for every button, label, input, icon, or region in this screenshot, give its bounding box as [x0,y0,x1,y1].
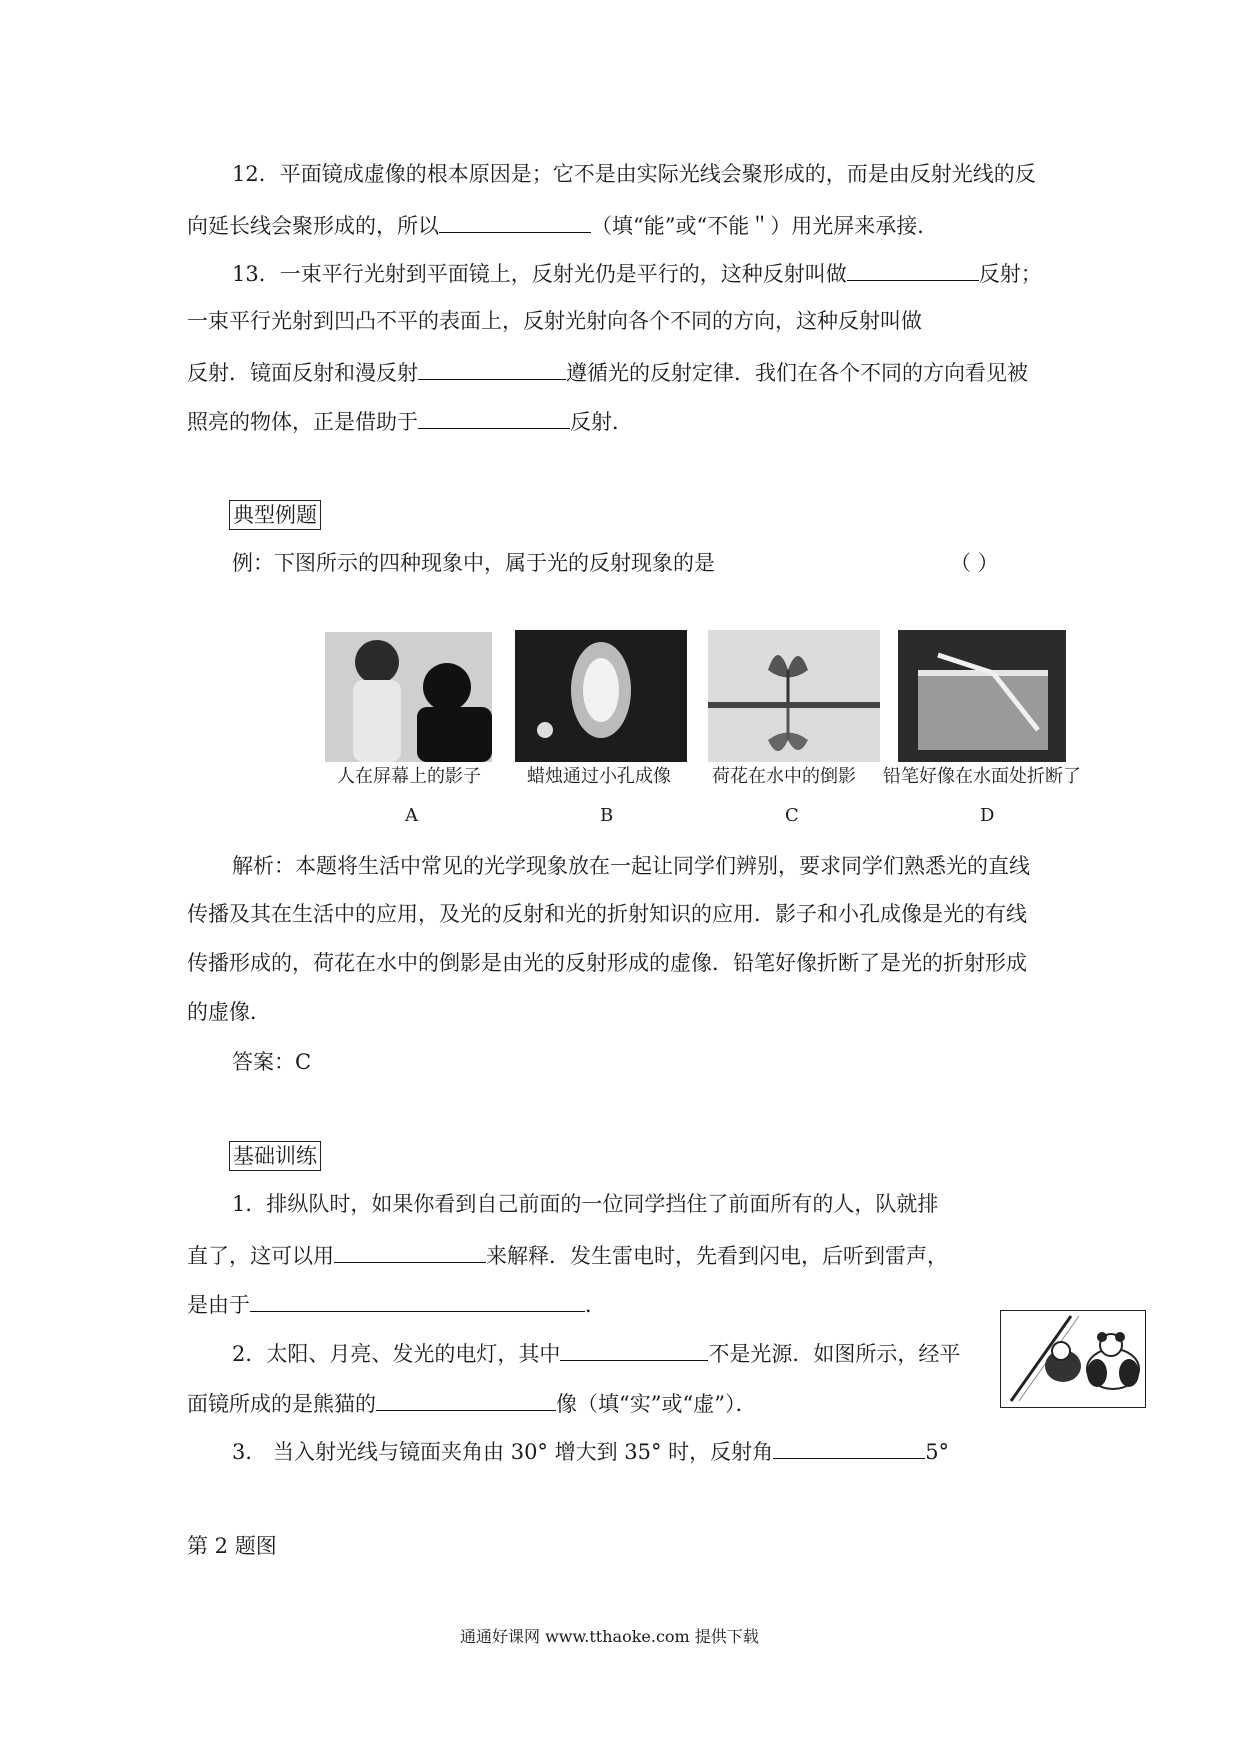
q12-line2 [187,210,938,240]
training-q1-text-a: 直了，这可以用 [187,1244,334,1268]
q12-text-b: （填“能”或“不能＂）用光屏来承接． [591,214,939,238]
training-q2-text-b: 不是光源．如图所示，经平 [708,1342,961,1366]
training-q2-text-d: 像（填“实”或“虚”）． [556,1392,757,1416]
training-q1-text-d: ． [585,1293,606,1317]
q13-blank-2[interactable] [418,357,566,380]
training-q1-line2 [187,1240,948,1270]
q12-text-a: 向延长线会聚形成的，所以 [187,214,439,238]
analysis-line4: 的虚像． [187,1000,271,1024]
q13-blank-3[interactable] [418,406,570,429]
training-q1-text-c: 是由于 [187,1293,250,1317]
q13-text-f: 反射． [570,410,633,434]
page-footer: 通通好课网 www.tthaoke.com 提供下载 [460,1627,759,1646]
q13-text-d: 遵循光的反射定律．我们在各个不同的方向看见被 [566,361,1028,385]
training-q1-line1: 1．排纵队时，如果你看到自己前面的一位同学挡住了前面所有的人，队就排 [232,1192,939,1216]
letter-d: D [980,805,995,826]
training-q2-text-a: 2．太阳、月亮、发光的电灯，其中 [232,1342,561,1366]
training-q2-text-c: 面镜所成的是熊猫的 [187,1392,376,1416]
letter-b: B [600,805,614,826]
training-q2-blank-2[interactable] [376,1388,556,1411]
caption-d: 铅笔好像在水面处折断了 [883,766,1081,787]
pencil-illustration [898,630,1066,762]
training-q1-blank-2[interactable] [250,1289,585,1312]
analysis-line3: 传播形成的，荷花在水中的倒影是由光的反射形成的虚像．铅笔好像折断了是光的折射形成 [187,951,1027,975]
q13-text-c: 反射．镜面反射和漫反射 [187,361,418,385]
q12-answer-blank[interactable] [439,210,591,233]
q13-line3 [187,357,1028,387]
training-q2-line1 [232,1338,960,1368]
section-heading-example: 典型例题 [229,500,321,530]
section-heading-training: 基础训练 [229,1141,321,1171]
training-q3-line [232,1436,949,1466]
candle-illustration [515,630,687,762]
q13-line2: 一束平行光射到凹凸不平的表面上，反射光射向各个不同的方向，这种反射叫做 [187,309,922,333]
letter-a: A [405,805,418,826]
training-q2-line2 [187,1388,756,1418]
analysis-line2: 传播及其在生活中的应用，及光的反射和光的折射知识的应用．影子和小孔成像是光的有线 [187,902,1027,926]
panda-mirror-figure [1000,1310,1146,1408]
training-q3-text-a: 3． 当入射光线与镜面夹角由 30° 增大到 35° 时，反射角 [232,1440,774,1464]
q13-text-a: 13．一束平行光射到平面镜上，反射光仍是平行的，这种反射叫做 [232,262,847,286]
photo-candle-pinhole [515,630,687,762]
training-q3-text-b: 5° [925,1440,950,1464]
q13-line4 [187,406,633,436]
photo-shadow-on-screen [325,632,492,762]
shadow-illustration [325,632,492,762]
q13-line1 [232,258,1042,288]
training-q1-text-b: 来解释．发生雷电时，先看到闪电，后听到雷声， [486,1244,948,1268]
photo-lotus-reflection [708,630,880,762]
answer-text: 答案：C [232,1050,312,1074]
caption-c: 荷花在水中的倒影 [712,766,856,787]
training-q3-blank[interactable] [773,1436,925,1459]
lotus-illustration [708,630,880,762]
letter-c: C [785,805,799,826]
photo-pencil-refraction [898,630,1066,762]
training-q1-blank-1[interactable] [334,1240,486,1263]
caption-a: 人在屏幕上的影子 [337,766,481,787]
training-q2-blank-1[interactable] [560,1338,708,1361]
figure-caption: 第 2 题图 [187,1534,277,1558]
analysis-line1: 解析：本题将生活中常见的光学现象放在一起让同学们辨别，要求同学们熟悉光的直线 [232,854,1030,878]
q13-text-b: 反射； [978,262,1042,286]
q13-text-e: 照亮的物体，正是借助于 [187,410,418,434]
example-question: 例：下图所示的四种现象中，属于光的反射现象的是 [232,551,715,575]
answer-bracket: （ ） [950,551,999,575]
training-q1-line3 [187,1289,606,1319]
panda-illustration [1001,1311,1145,1407]
q12-line1: 12．平面镜成虚像的根本原因是；它不是由实际光线会聚形成的，而是由反射光线的反 [232,162,1036,186]
caption-b: 蜡烛通过小孔成像 [527,766,671,787]
q13-blank-1[interactable] [847,258,979,281]
